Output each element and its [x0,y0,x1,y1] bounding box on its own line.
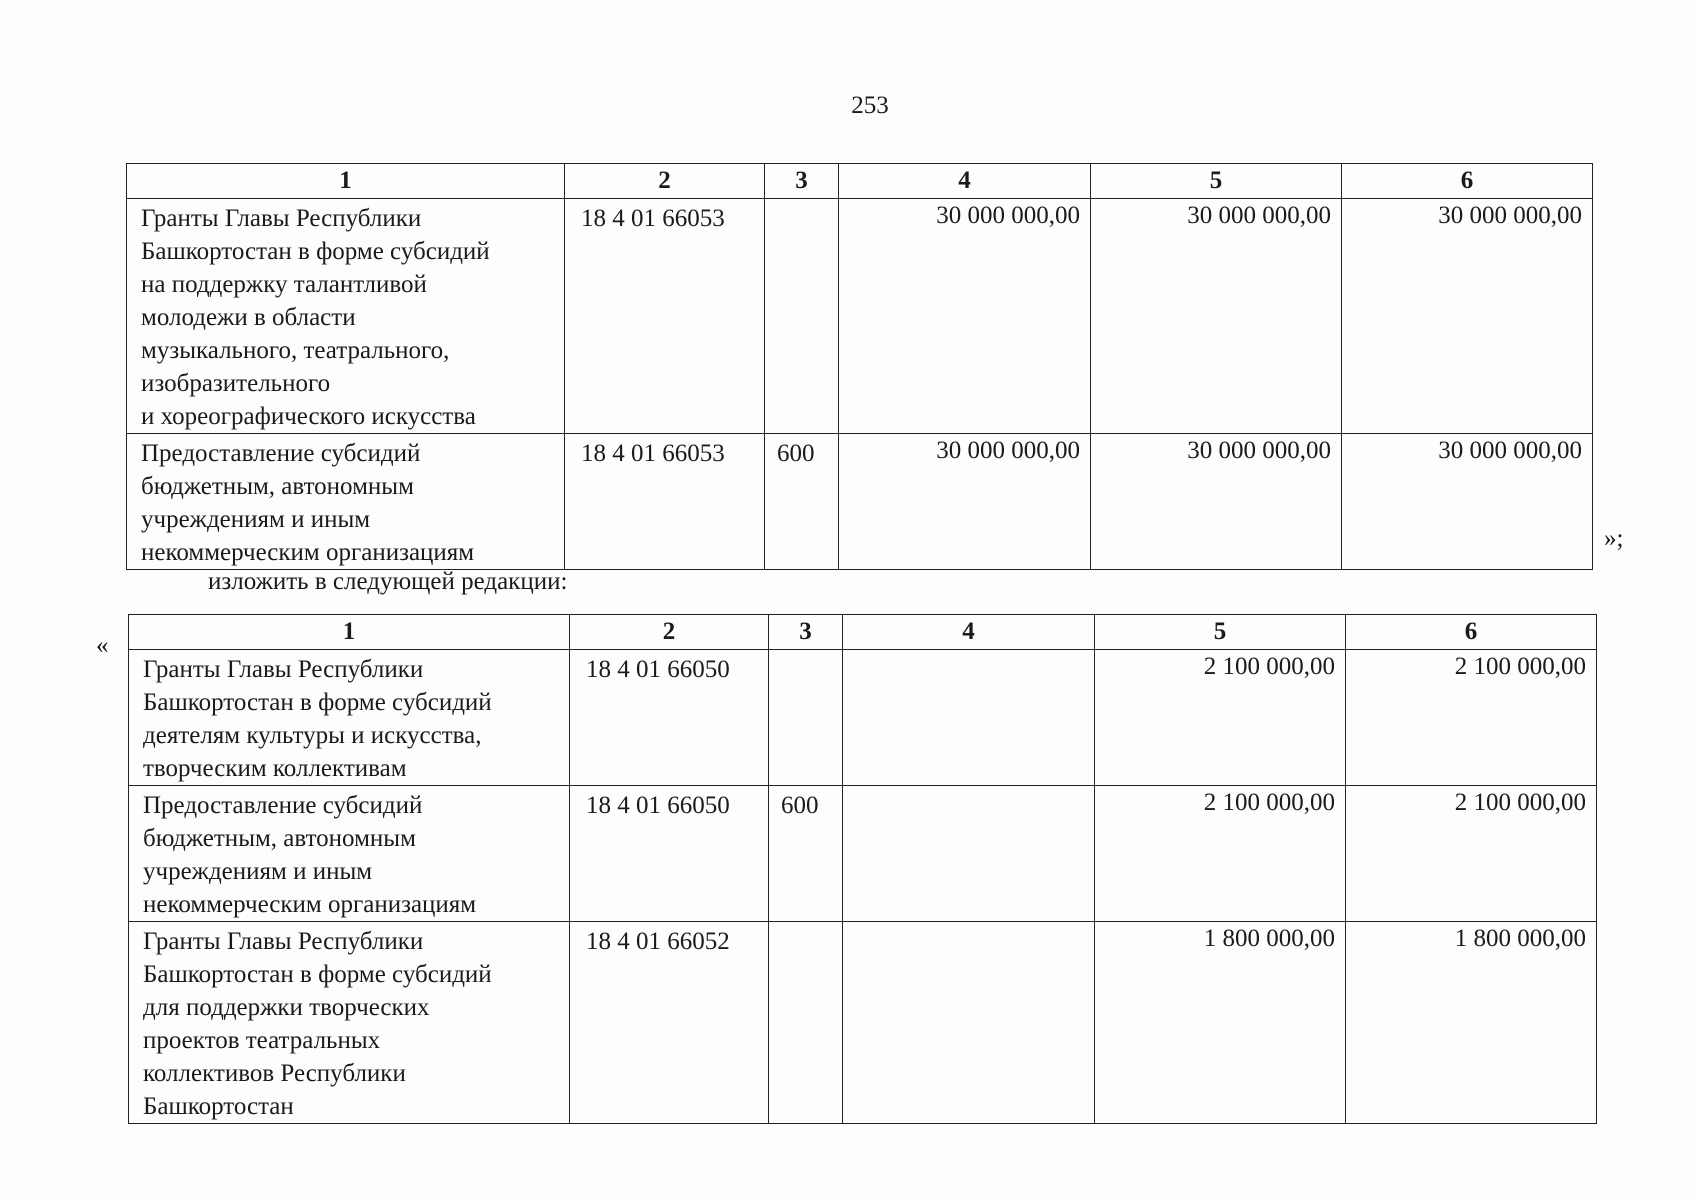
row-name-line: Башкортостан в форме субсидий [143,961,492,988]
row-code: 18 4 01 66053 [565,199,765,434]
row-name-line: коллективов Республики [143,1060,406,1087]
table-row [127,199,1593,434]
row-name-line: Гранты Главы Республики [141,205,422,232]
row-name-line: Гранты Главы Республики [143,928,424,955]
row-amount-col4 [843,786,1095,922]
table-row [129,650,1597,786]
row-name [127,434,565,570]
header-col-3: 3 [765,164,839,199]
row-name-line: для поддержки творческих [143,994,430,1021]
row-name-line: молодежи в области [141,304,356,331]
header-col-2: 2 [570,615,769,650]
table-header-row [127,164,1593,199]
row-name-line: изобразительного [141,370,331,397]
row-name-line: учреждениям и иным [143,858,373,885]
row-amount-col5: 2 100 000,00 [1095,786,1346,922]
row-code: 18 4 01 66050 [570,786,769,922]
row-amount-col6: 30 000 000,00 [1342,199,1593,434]
row-code: 18 4 01 66052 [570,922,769,1124]
opening-quote-mark: « [96,632,109,659]
row-type: 600 [769,786,843,922]
row-type: 600 [765,434,839,570]
row-name-line: Предоставление субсидий [141,440,421,467]
page-number: 253 [851,92,889,119]
row-name-line: проектов театральных [143,1027,381,1054]
header-col-4: 4 [843,615,1095,650]
header-col-5: 5 [1091,164,1342,199]
table-row [127,434,1593,570]
row-amount-col6: 2 100 000,00 [1346,786,1597,922]
table-header-row [129,615,1597,650]
row-amount-col4 [843,650,1095,786]
row-amount-col4: 30 000 000,00 [839,434,1091,570]
header-col-1: 1 [127,164,565,199]
row-name-line: музыкального, театрального, [141,337,450,364]
row-name [129,922,570,1124]
budget-table-old [126,163,1593,570]
row-name-line: и хореографического искусства [141,403,476,430]
header-col-3: 3 [769,615,843,650]
row-type [765,199,839,434]
row-amount-col5: 30 000 000,00 [1091,434,1342,570]
row-name [127,199,565,434]
header-col-6: 6 [1342,164,1593,199]
row-name-line: Башкортостан в форме субсидий [141,238,490,265]
row-amount-col6: 30 000 000,00 [1342,434,1593,570]
row-name-line: Предоставление субсидий [143,792,423,819]
header-col-1: 1 [129,615,570,650]
row-code: 18 4 01 66053 [565,434,765,570]
table-row [129,922,1597,1124]
row-amount-col4: 30 000 000,00 [839,199,1091,434]
row-name-line: некоммерческим организациям [141,539,475,566]
row-type [769,922,843,1124]
row-name-line: учреждениям и иным [141,506,371,533]
header-col-4: 4 [839,164,1091,199]
row-type [769,650,843,786]
row-name-line: бюджетным, автономным [143,825,416,852]
row-name-line: бюджетным, автономным [141,473,414,500]
row-amount-col5: 30 000 000,00 [1091,199,1342,434]
row-name [129,650,570,786]
row-amount-col5: 1 800 000,00 [1095,922,1346,1124]
header-col-5: 5 [1095,615,1346,650]
row-name-line: деятелям культуры и искусства, [143,722,482,749]
header-col-6: 6 [1346,615,1597,650]
row-name-line: Башкортостан в форме субсидий [143,689,492,716]
closing-quote-mark: »; [1604,525,1624,552]
amendment-intro-text: изложить в следующей редакции: [208,568,568,595]
row-amount-col4 [843,922,1095,1124]
row-amount-col6: 2 100 000,00 [1346,650,1597,786]
row-amount-col6: 1 800 000,00 [1346,922,1597,1124]
row-name-line: некоммерческим организациям [143,891,477,918]
budget-table-new [128,614,1597,1124]
row-amount-col5: 2 100 000,00 [1095,650,1346,786]
row-code: 18 4 01 66050 [570,650,769,786]
row-name-line: Гранты Главы Республики [143,656,424,683]
row-name-line: на поддержку талантливой [141,271,427,298]
row-name-line: Башкортостан [143,1093,294,1120]
table-row [129,786,1597,922]
row-name-line: творческим коллективам [143,755,407,782]
row-name [129,786,570,922]
header-col-2: 2 [565,164,765,199]
